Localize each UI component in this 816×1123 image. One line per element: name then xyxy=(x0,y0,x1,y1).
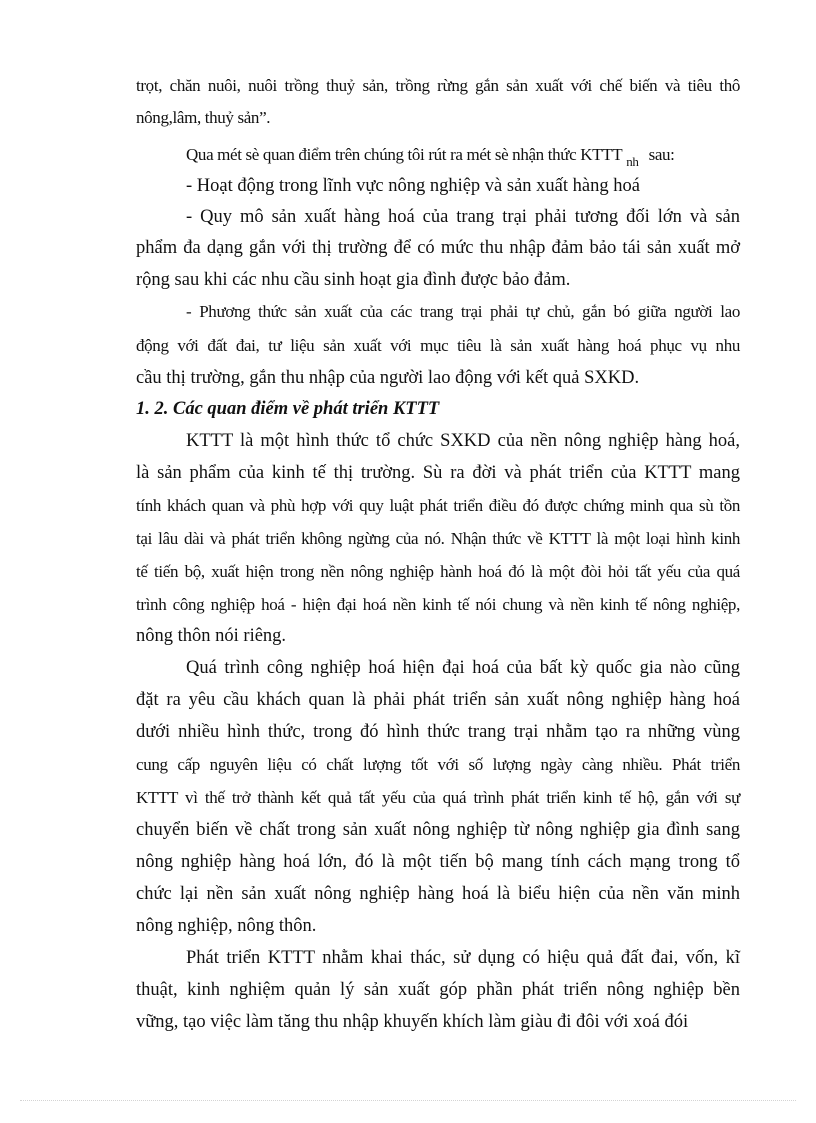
list-item: - Phương thức sản xuất của các trang trại phải tự chủ, gắn bó giữa người lao xyxy=(186,302,740,321)
text-line: nông,lâm, thuỷ sản”. xyxy=(136,108,271,127)
list-item: - Quy mô sản xuất hàng hoá của trang trại phải tương đối lớn và sản xyxy=(186,207,740,227)
text-line: thuật, kinh nghiệm quản lý sản xuất góp phần phát triển nông nghiệp bền xyxy=(136,980,740,1000)
text-line xyxy=(186,143,675,168)
text-line: là sản phẩm của kinh tế thị trường. Sù ra đời và phát triển của KTTT mang xyxy=(136,463,740,483)
page-bottom-rule xyxy=(20,1100,796,1101)
text-line: nông nghiệp, nông thôn. xyxy=(136,916,317,936)
section-heading: 1. 2. Các quan điểm về phát triển KTTT xyxy=(136,399,440,419)
text-line: động với đất đai, tư liệu sản xuất với mục tiêu là sản xuất hàng hoá phục vụ nhu xyxy=(136,336,740,355)
text-line: vững, tạo việc làm tăng thu nhập khuyến khích làm giàu đi đôi với xoá đói xyxy=(136,1012,689,1032)
text-line: chức lại nền sản xuất nông nghiệp hàng hoá là biểu hiện của nền văn minh xyxy=(136,884,740,904)
text-line: dưới nhiều hình thức, trong đó hình thức trang trại nhằm tạo ra những vùng xyxy=(136,722,740,742)
text-line: tế tiến bộ, xuất hiện trong nền nông nghiệp hành hoá đó là một đòi hỏi tất yếu của quá xyxy=(136,562,740,581)
text-line: nông thôn nói riêng. xyxy=(136,626,287,646)
paragraph-first-line: Phát triển KTTT nhằm khai thác, sử dụng có hiệu quả đất đai, vốn, kĩ xyxy=(186,948,740,968)
text-line: nông nghiệp hàng hoá lớn, đó là một tiến bộ mang tính cách mạng trong tổ xyxy=(136,852,740,872)
text-line: rộng sau khi các nhu cầu sinh hoạt gia đình được bảo đảm. xyxy=(136,270,571,290)
text-line: tại lâu dài và phát triển không ngừng của nó. Nhận thức về KTTT là một loại hình kinh xyxy=(136,529,740,548)
text-line: trọt, chăn nuôi, nuôi trồng thuỷ sản, trồng rừng gắn sản xuất với chế biến và tiêu thô xyxy=(136,76,740,95)
text-line: trình công nghiệp hoá - hiện đại hoá nền kinh tế nói chung và nền kinh tế nông nghiệp, xyxy=(136,595,740,614)
paragraph-first-line: KTTT là một hình thức tổ chức SXKD của nền nông nghiệp hàng hoá, xyxy=(186,431,740,451)
paragraph-first-line: Quá trình công nghiệp hoá hiện đại hoá của bất kỳ quốc gia nào cũng xyxy=(186,658,740,678)
text-line: cung cấp nguyên liệu có chất lượng tốt với số lượng ngày càng nhiều. Phát triển xyxy=(136,755,740,774)
text-line: tính khách quan và phù hợp với quy luật phát triển điều đó được chứng minh qua sù tồn xyxy=(136,496,740,515)
subscript-text: nh xyxy=(626,154,639,169)
text-span: sau: xyxy=(648,145,675,164)
text-line: KTTT vì thế trở thành kết quả tất yếu của quá trình phát triển kinh tế hộ, gắn với sự xyxy=(136,788,740,807)
text-line: đặt ra yêu cầu khách quan là phải phát triển sản xuất nông nghiệp hàng hoá xyxy=(136,690,740,710)
text-span: Qua mét sè quan điểm trên chúng tôi rút ra mét sè nhận thức KTTT xyxy=(186,145,623,164)
text-line: chuyển biến về chất trong sản xuất nông nghiệp từ nông nghiệp gia đình sang xyxy=(136,820,740,840)
text-line: phẩm đa dạng gắn với thị trường để có mức thu nhập đảm bảo tái sản xuất mở xyxy=(136,238,740,258)
list-item: - Hoạt động trong lĩnh vực nông nghiệp và sản xuất hàng hoá xyxy=(186,176,640,196)
text-line: cầu thị trường, gắn thu nhập của người lao động với kết quả SXKD. xyxy=(136,368,640,388)
